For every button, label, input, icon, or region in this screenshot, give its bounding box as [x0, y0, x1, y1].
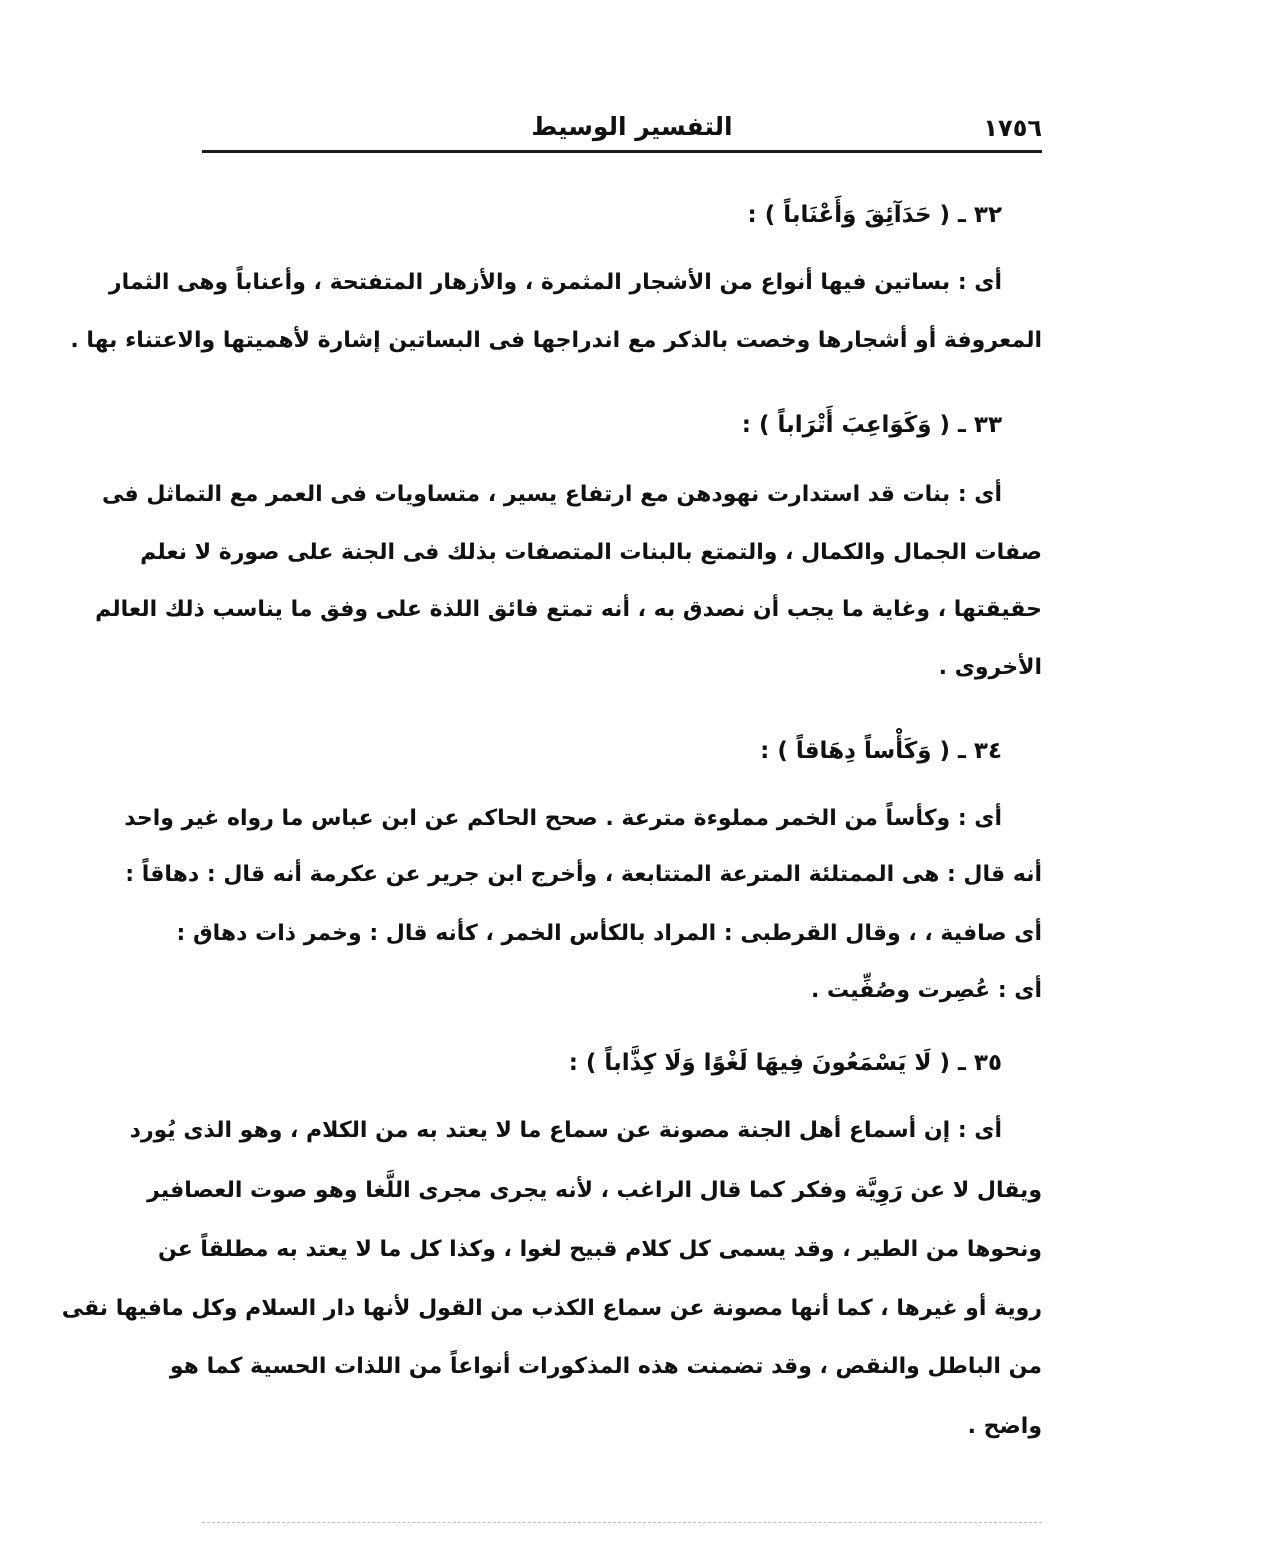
verse-heading-34: ٣٤ ـ ( وَكَأْساً دِهَاقاً ) : — [760, 738, 1002, 764]
text-line: المعروفة أو أشجارها وخصت بالذكر مع اندراجها فى البساتين إشارة لأهميتها والاعتناء بها . — [70, 328, 1042, 353]
text-line: ونحوها من الطير ، وقد يسمى كل كلام قبيح لغوا ، وكذا كل ما لا يعتد به مطلقاً عن — [157, 1237, 1042, 1262]
text-line: أى : وكأساً من الخمر مملوءة مترعة . صحح الحاكم عن ابن عباس ما رواه غير واحد — [124, 806, 1002, 831]
text-line: حقيقتها ، وغاية ما يجب أن نصدق به ، أنه تمتع فائق اللذة على وفق ما يناسب ذلك العالم — [95, 597, 1042, 622]
text-line: الأخروى . — [938, 655, 1042, 680]
header-rule — [202, 150, 1042, 153]
page-number: ١٧٥٦ — [983, 114, 1042, 142]
text-line: أى : بنات قد استدارت نهودهن مع ارتفاع يسير ، متساويات فى العمر مع التماثل فى — [102, 482, 1002, 507]
text-line: أى : إن أسماع أهل الجنة مصونة عن سماع ما لا يعتد به من الكلام ، وهو الذى يُورد — [129, 1118, 1002, 1143]
text-line: أنه قال : هى الممتلئة المترعة المتتابعة ، وأخرج ابن جرير عن عكرمة أنه قال : دهاقاً : — [125, 862, 1042, 887]
page-header — [202, 108, 1042, 148]
text-line: واضح . — [967, 1414, 1042, 1439]
text-line: أى : بساتين فيها أنواع من الأشجار المثمرة ، والأزهار المتفتحة ، وأعناباً وهى الثمار — [108, 270, 1002, 295]
text-line: من الباطل والنقص ، وقد تضمنت هذه المذكورات أنواعاً من اللذات الحسية كما هو — [169, 1354, 1042, 1379]
verse-heading-32: ٣٢ ـ ( حَدَآئِقَ وَأَعْنَاباً ) : — [747, 202, 1002, 228]
running-title: التفسير الوسيط — [531, 112, 733, 141]
text-line: ويقال لا عن رَوِيَّة وفكر كما قال الراغب ، لأنه يجرى مجرى اللَّغا وهو صوت العصافير — [147, 1178, 1042, 1203]
text-line: روية أو غيرها ، كما أنها مصونة عن سماع الكذب من القول لأنها دار السلام وكل مافيها نقى — [61, 1296, 1042, 1321]
footer-rule — [202, 1522, 1042, 1523]
verse-heading-33: ٣٣ ـ ( وَكَوَاعِبَ أَتْرَاباً ) : — [741, 412, 1002, 438]
text-line: أى صافية ، ، وقال القرطبى : المراد بالكأس الخمر ، كأنه قال : وخمر ذات دهاق : — [176, 921, 1042, 946]
verse-heading-35: ٣٥ ـ ( لَا يَسْمَعُونَ فِيهَا لَغْوًا وَلَا كِذَّاباً ) : — [568, 1050, 1002, 1076]
text-line: صفات الجمال والكمال ، والتمتع بالبنات المتصفات بذلك فى الجنة على صورة لا نعلم — [140, 540, 1042, 565]
text-line: أى : عُصِرت وصُفِّيت . — [810, 978, 1042, 1003]
